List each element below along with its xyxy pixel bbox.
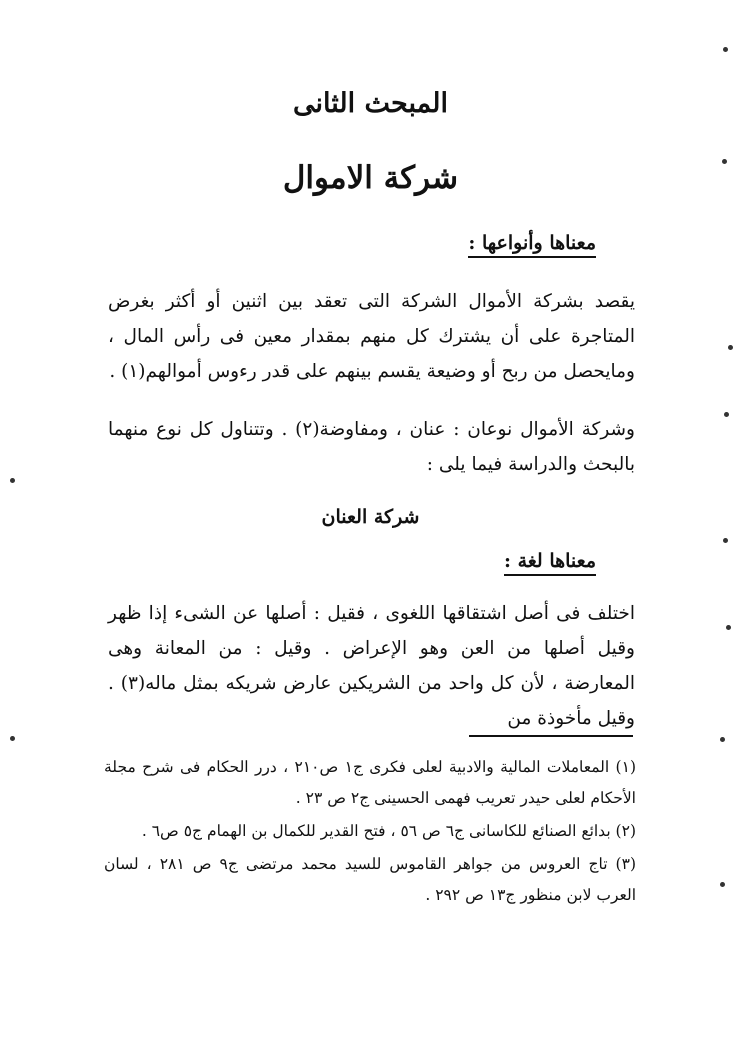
subheading-meaning-language: معناها لغة : <box>504 550 596 576</box>
scan-speck <box>728 345 733 350</box>
footnote-item: (٣) تاج العروس من جواهر القاموس للسيد محمد مرتضى ج٩ ص ٢٨١ ، لسان العرب لابن منظور ج١٣ ص ٢٩٢ . <box>104 855 636 904</box>
subheading-inan: شركة العنان <box>321 506 420 528</box>
scan-speck <box>10 478 15 483</box>
footnote-item: (٢) بدائع الصنائع للكاسانى ج٦ ص ٥٦ ، فتح القدير للكمال بن الهمام ج٥ ص٦ . <box>141 822 636 840</box>
footnote-item: (١) المعاملات المالية والادبية لعلى فكرى ج١ ص٢١٠ ، درر الحكام فى شرح مجلة الأحكام لعلى حيدر تعريب فهمى الحسينى ج٢ ص ٢٣ . <box>104 758 636 807</box>
footnote-divider <box>469 735 633 737</box>
scan-speck <box>723 47 728 52</box>
scan-speck <box>722 159 727 164</box>
footnotes-list <box>104 752 636 913</box>
scan-speck <box>10 736 15 741</box>
scan-speck <box>724 412 729 417</box>
scan-speck <box>720 882 725 887</box>
paragraph-types: وشركة الأموال نوعان : عنان ، ومفاوضة(٢) . وتتناول كل نوع منهما بالبحث والدراسة فيما يلى : <box>108 419 635 475</box>
paragraph-etymology: اختلف فى أصل اشتقاقها اللغوى ، فقيل : أصلها عن الشىء إذا ظهر وقيل أصلها من العن وهو الإعراض . وقيل : من المعانة وهى المعارضة ، لأن كل واحد من الشريكين عارض شريكه بمثل ماله(٣) . وقيل مأخوذة من <box>108 603 636 729</box>
topic-title: شركة الاموال <box>282 160 459 196</box>
section-title: المبحث الثانى <box>293 88 448 119</box>
scan-speck <box>723 538 728 543</box>
subheading-meaning-types: معناها وأنواعها : <box>468 232 596 258</box>
scan-speck <box>726 625 731 630</box>
paragraph-definition: يقصد بشركة الأموال الشركة التى تعقد بين اثنين أو أكثر بغرض المتاجرة على أن يشترك كل منهم بمقدار معين فى رأس المال ، ومايحصل من ربح أو وضيعة يقسم بينهم على قدر رءوس أموالهم(١) . <box>108 291 635 382</box>
scan-speck <box>720 737 725 742</box>
